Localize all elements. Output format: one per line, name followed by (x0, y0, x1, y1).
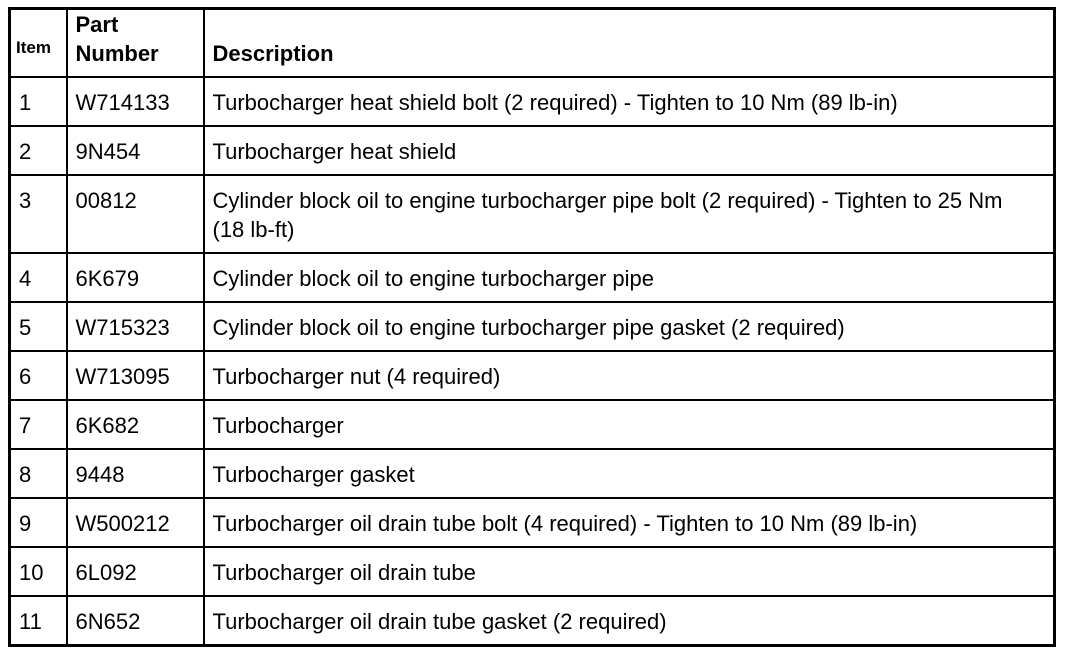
cell-item: 11 (10, 596, 67, 646)
cell-item: 1 (10, 77, 67, 126)
cell-item: 10 (10, 547, 67, 596)
cell-part-number: 6N652 (67, 596, 204, 646)
table-row (10, 351, 1055, 400)
cell-description: Turbocharger heat shield (204, 126, 1055, 175)
cell-description: Turbocharger (204, 400, 1055, 449)
cell-part-number: 6L092 (67, 547, 204, 596)
cell-description: Turbocharger oil drain tube gasket (2 required) (204, 596, 1055, 646)
table-row (10, 302, 1055, 351)
cell-part-number: 9N454 (67, 126, 204, 175)
header-part-number: Part Number (67, 9, 204, 78)
cell-part-number: W500212 (67, 498, 204, 547)
cell-item: 3 (10, 175, 67, 253)
cell-part-number: W714133 (67, 77, 204, 126)
header-description: Description (204, 9, 1055, 78)
table-row (10, 547, 1055, 596)
table-row (10, 175, 1055, 253)
cell-description: Turbocharger oil drain tube bolt (4 required) - Tighten to 10 Nm (89 lb-in) (204, 498, 1055, 547)
table-row (10, 596, 1055, 646)
table-row (10, 77, 1055, 126)
cell-item: 7 (10, 400, 67, 449)
cell-part-number: W715323 (67, 302, 204, 351)
cell-part-number: 9448 (67, 449, 204, 498)
parts-table (8, 7, 1056, 647)
cell-description: Turbocharger gasket (204, 449, 1055, 498)
table-row (10, 126, 1055, 175)
cell-item: 6 (10, 351, 67, 400)
cell-description: Turbocharger nut (4 required) (204, 351, 1055, 400)
cell-description: Cylinder block oil to engine turbocharger pipe (204, 253, 1055, 302)
cell-description: Cylinder block oil to engine turbocharger pipe bolt (2 required) - Tighten to 25 Nm (18 lb-ft) (204, 175, 1055, 253)
table-header-row (10, 9, 1055, 78)
cell-item: 5 (10, 302, 67, 351)
table-row (10, 253, 1055, 302)
cell-item: 8 (10, 449, 67, 498)
table-row (10, 449, 1055, 498)
cell-item: 2 (10, 126, 67, 175)
table-row (10, 400, 1055, 449)
cell-item: 9 (10, 498, 67, 547)
cell-part-number: W713095 (67, 351, 204, 400)
table-row (10, 498, 1055, 547)
cell-part-number: 6K682 (67, 400, 204, 449)
cell-part-number: 6K679 (67, 253, 204, 302)
cell-description: Turbocharger oil drain tube (204, 547, 1055, 596)
cell-description: Cylinder block oil to engine turbocharger pipe gasket (2 required) (204, 302, 1055, 351)
cell-item: 4 (10, 253, 67, 302)
cell-description: Turbocharger heat shield bolt (2 required) - Tighten to 10 Nm (89 lb-in) (204, 77, 1055, 126)
header-item: Item (10, 9, 67, 78)
cell-part-number: 00812 (67, 175, 204, 253)
